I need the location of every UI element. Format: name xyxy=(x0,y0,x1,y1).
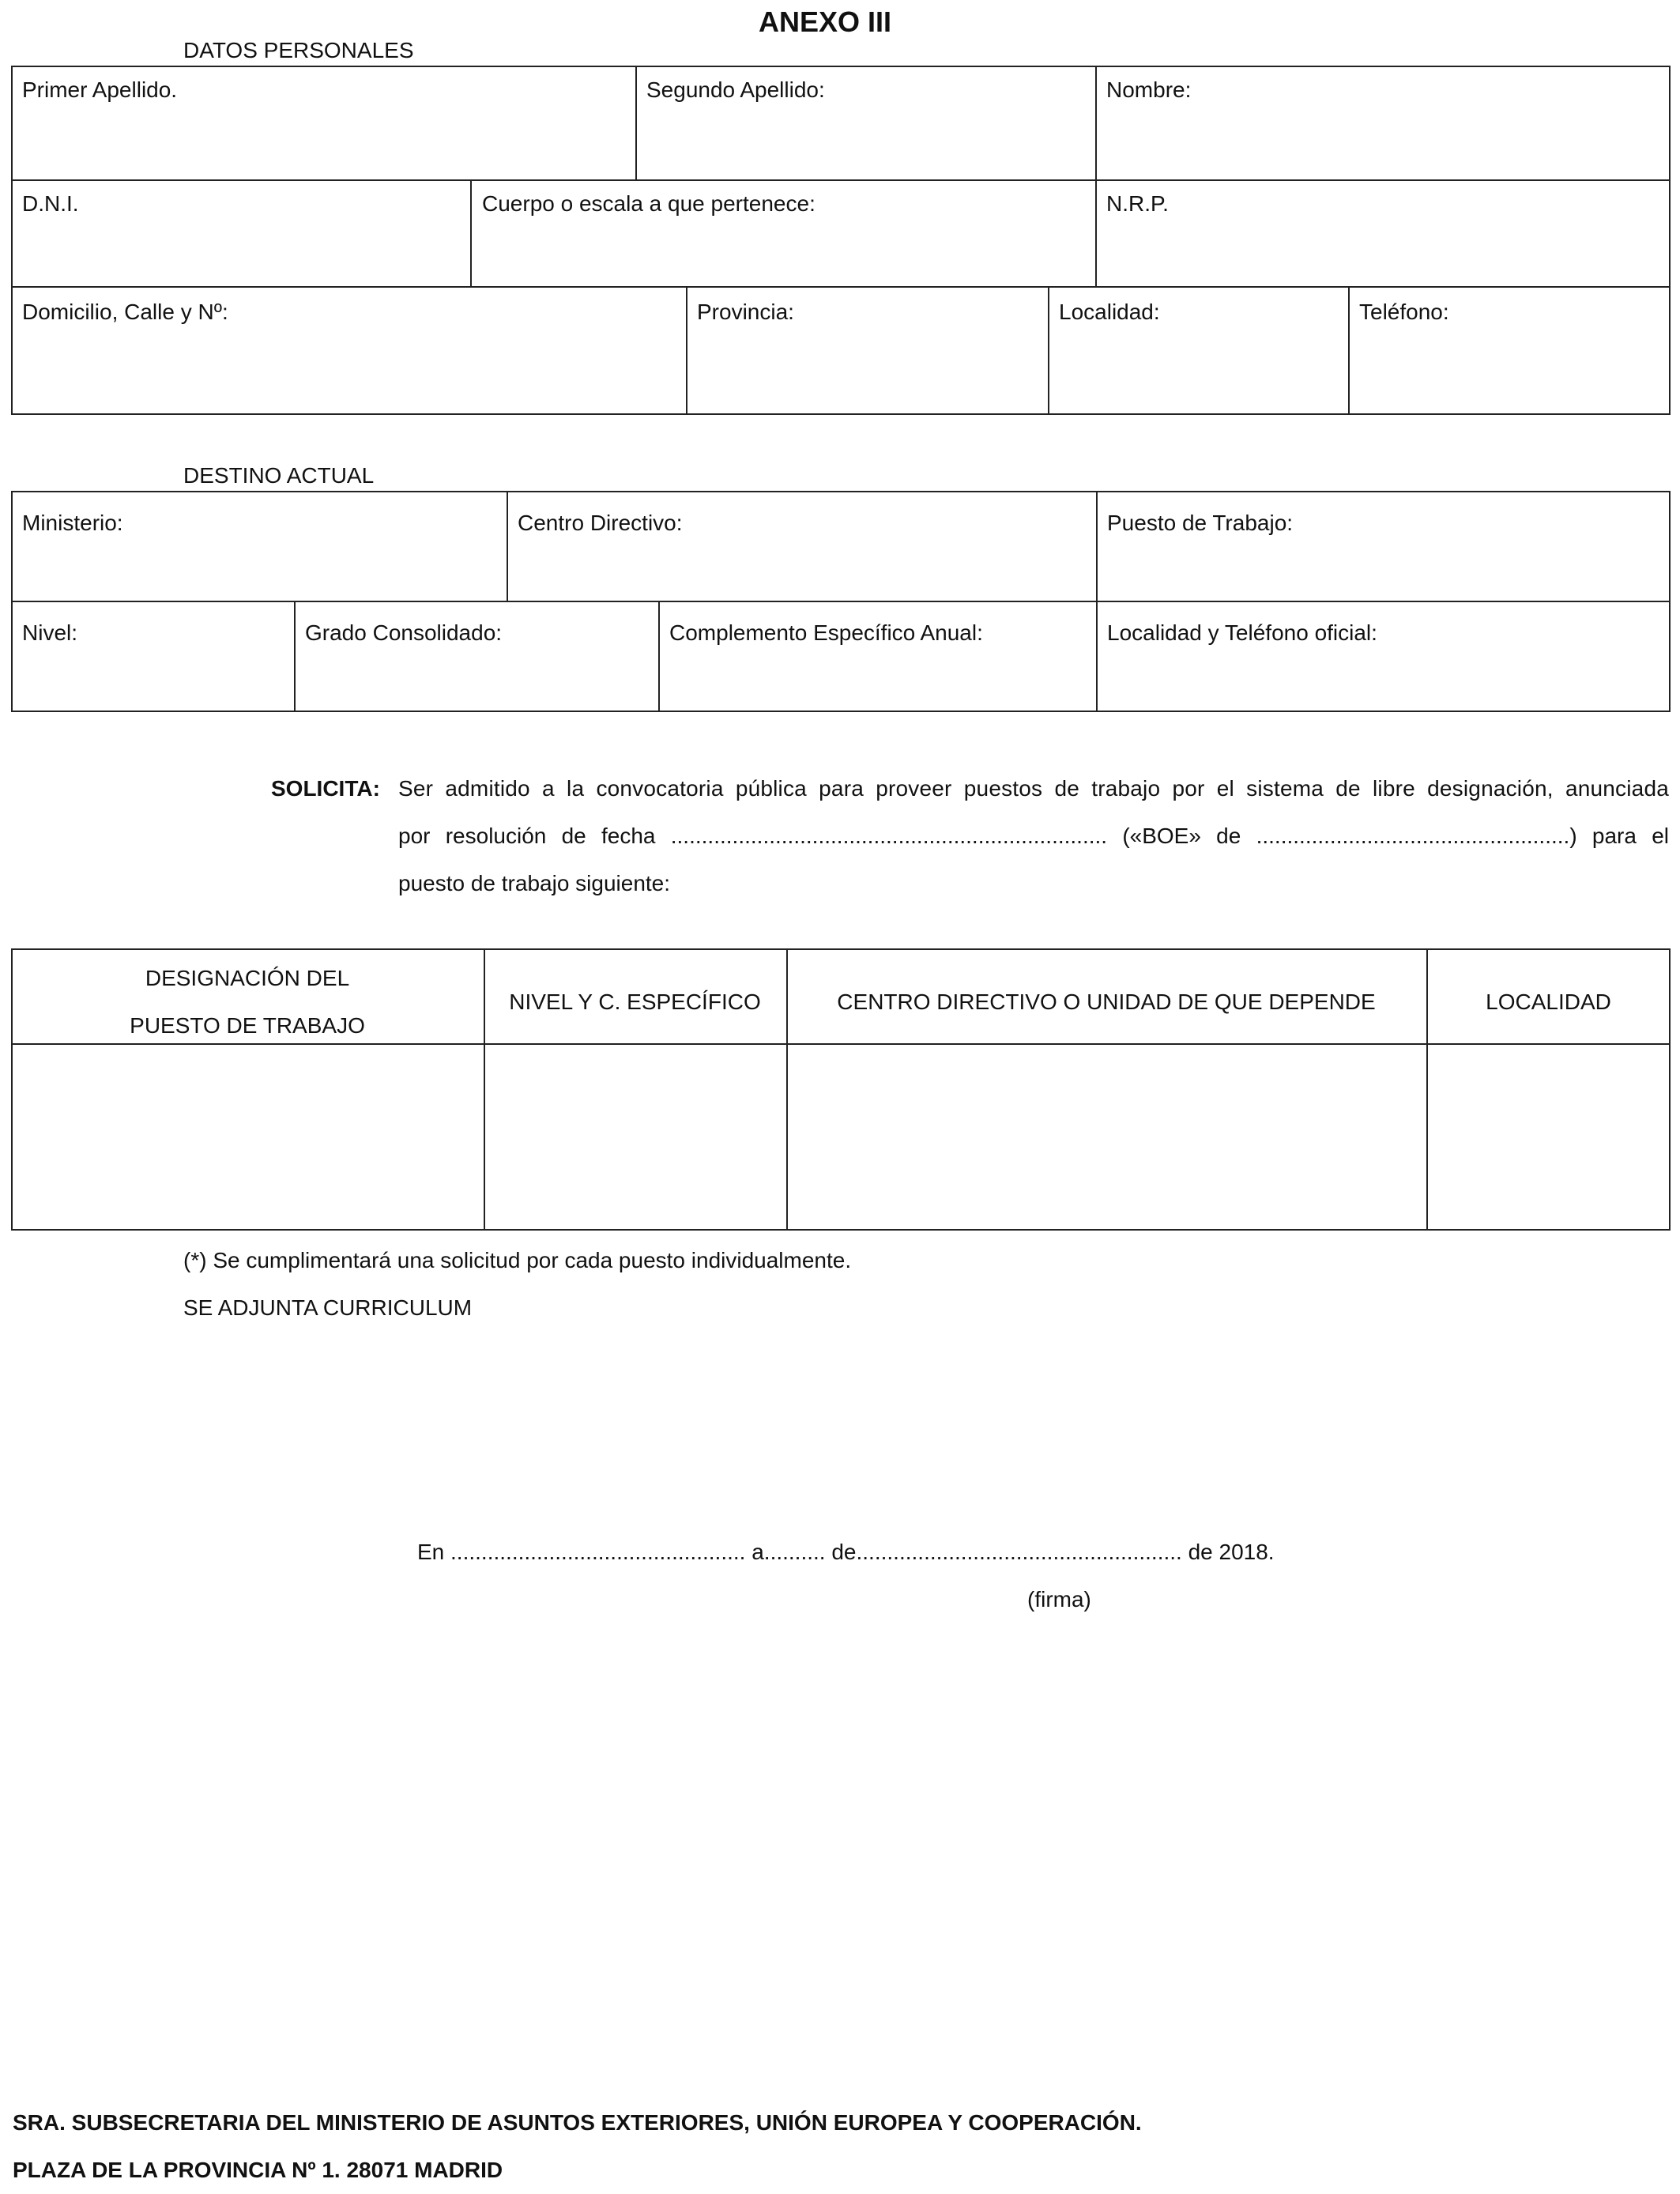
field-domicilio[interactable]: Domicilio, Calle y Nº: xyxy=(22,300,228,324)
solicita-text-line-2: por resolución de fecha ....................................................................... («BOE» de ...................................................) para el xyxy=(398,824,1669,848)
section-heading-destino-actual: DESTINO ACTUAL xyxy=(183,463,375,488)
datos-personales-table xyxy=(11,66,1671,415)
firma-label: (firma) xyxy=(1027,1587,1091,1612)
footer-addressee: SRA. SUBSECRETARIA DEL MINISTERIO DE ASUNTOS EXTERIORES, UNIÓN EUROPEA Y COOPERACIÓN. xyxy=(13,2110,1142,2135)
field-primer-apellido[interactable]: Primer Apellido. xyxy=(22,77,178,102)
cell-nivel-input[interactable] xyxy=(485,1045,785,1229)
header-nivel-especifico: NIVEL Y C. ESPECÍFICO xyxy=(509,990,761,1014)
solicita-text-line-1: Ser admitido a la convocatoria pública para proveer puestos de trabajo por el sistema de libre designación, anunciada xyxy=(398,776,1669,801)
field-grado-consolidado[interactable]: Grado Consolidado: xyxy=(305,620,503,645)
field-dni[interactable]: D.N.I. xyxy=(22,191,79,216)
cell-centro-input[interactable] xyxy=(788,1045,1425,1229)
section-heading-datos-personales: DATOS PERSONALES xyxy=(183,38,414,62)
cell-designacion-input[interactable] xyxy=(13,1045,482,1229)
field-nivel[interactable]: Nivel: xyxy=(22,620,78,645)
field-puesto-trabajo[interactable]: Puesto de Trabajo: xyxy=(1107,511,1294,535)
solicita-label: SOLICITA: xyxy=(271,776,380,801)
header-designacion-line-1: DESIGNACIÓN DEL xyxy=(145,966,350,990)
field-nrp[interactable]: N.R.P. xyxy=(1106,191,1169,216)
header-designacion-line-2: PUESTO DE TRABAJO xyxy=(130,1013,365,1038)
field-localidad[interactable]: Localidad: xyxy=(1059,300,1160,324)
field-segundo-apellido[interactable]: Segundo Apellido: xyxy=(646,77,825,102)
field-complemento-especifico[interactable]: Complemento Específico Anual: xyxy=(669,620,983,645)
field-nombre[interactable]: Nombre: xyxy=(1106,77,1192,102)
note-curriculum: SE ADJUNTA CURRICULUM xyxy=(183,1295,473,1320)
field-telefono[interactable]: Teléfono: xyxy=(1359,300,1449,324)
place-date-line[interactable]: En ................................................ a.......... de..................................................... de 2018. xyxy=(417,1540,1275,1564)
field-cuerpo[interactable]: Cuerpo o escala a que pertenece: xyxy=(482,191,816,216)
cell-localidad-input[interactable] xyxy=(1428,1045,1669,1229)
header-centro-directivo: CENTRO DIRECTIVO O UNIDAD DE QUE DEPENDE xyxy=(837,990,1376,1014)
note-individual-request: (*) Se cumplimentará una solicitud por cada puesto individualmente. xyxy=(183,1248,852,1272)
field-centro-directivo[interactable]: Centro Directivo: xyxy=(518,511,683,535)
solicita-text-line-3: puesto de trabajo siguiente: xyxy=(398,871,671,895)
field-provincia[interactable]: Provincia: xyxy=(697,300,794,324)
page-title: ANEXO III xyxy=(759,6,892,38)
header-localidad: LOCALIDAD xyxy=(1486,990,1611,1014)
field-ministerio[interactable]: Ministerio: xyxy=(22,511,123,535)
footer-address: PLAZA DE LA PROVINCIA Nº 1. 28071 MADRID xyxy=(13,2158,503,2182)
field-localidad-telefono-oficial[interactable]: Localidad y Teléfono oficial: xyxy=(1107,620,1377,645)
